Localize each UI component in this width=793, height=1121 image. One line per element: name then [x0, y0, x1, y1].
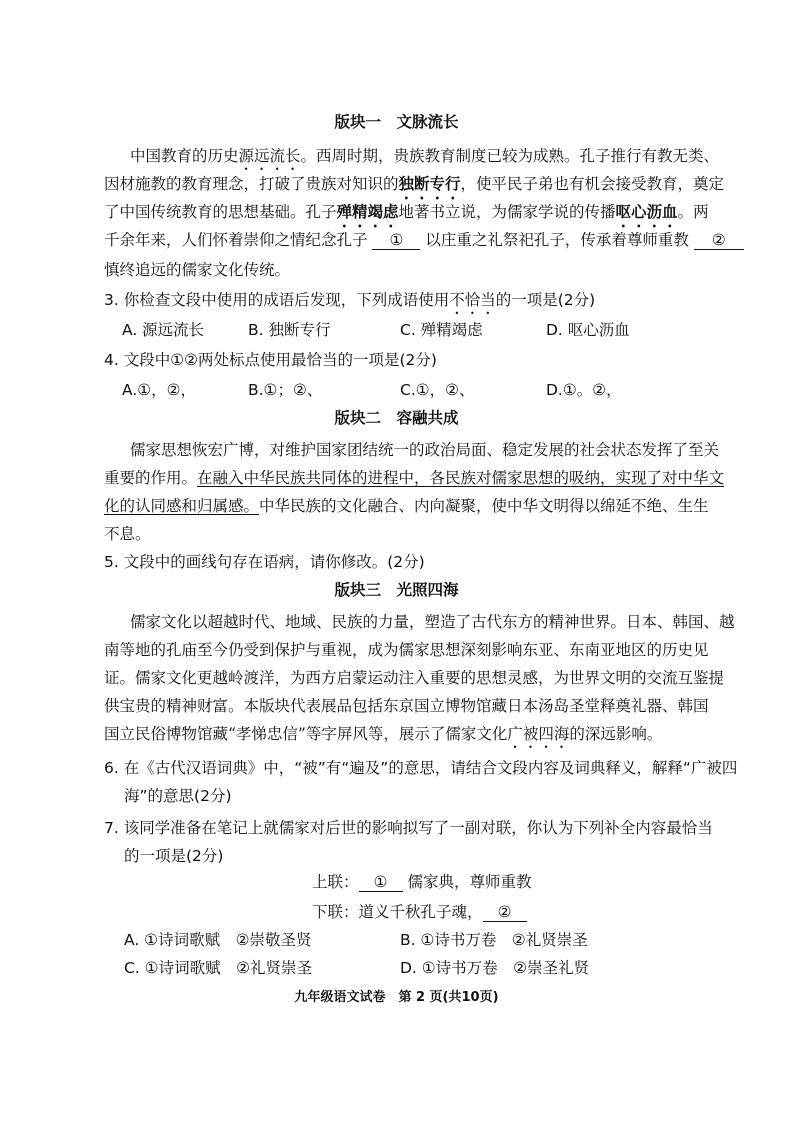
question-4-stem: 4. 文段中①②两处标点使用最恰当的一项是(2分) — [104, 351, 437, 369]
section3-paragraph-line3: 证。儒家文化更越岭渡洋，为西方启蒙运动注入重要的思想灵感，为世界文明的交流互鉴提 — [104, 669, 725, 687]
idiom-ouxinlixue: 呕心沥血 — [615, 202, 678, 221]
section2-paragraph-line4: 不息。 — [104, 525, 151, 543]
underlined-sentence: 在融入中华民族共同体的进程中，各民族对儒家思想的吸纳，实现了对中华文 — [197, 469, 725, 487]
section3-title: 版块三 光照四海 — [334, 581, 459, 599]
section3-paragraph-line4: 供宝贵的精神财富。本版块代表展品包括东京国立博物馆藏日本汤岛圣堂释奠礼器、韩国 — [104, 697, 709, 715]
q4-option-d[interactable]: D.①。②， — [546, 381, 622, 399]
section2-paragraph-line2 — [104, 468, 725, 488]
text-run: 中国教育的历史 — [130, 147, 239, 165]
couplet-lower-blank: ② — [483, 903, 527, 922]
question-5-stem: 5. 文段中的画线句存在语病，请你修改。(2分) — [104, 553, 425, 571]
text-run: 的一项是(2分) — [495, 291, 596, 309]
section3-paragraph-line5 — [104, 724, 689, 752]
idiom-duduanzhuanxing: 独断专行 — [398, 174, 461, 193]
section3-paragraph-line2: 南等地的孔庙至今仍受到保护与重视，成为儒家思想深刻影响东亚、东南亚地区的历史见 — [104, 641, 709, 659]
section1-paragraph-line2 — [104, 174, 725, 203]
emphasis-guangbeisihai: 广被四海 — [507, 725, 570, 743]
question-7-line2: 的一项是(2分) — [124, 847, 224, 865]
couplet-upper-text: 儒家典，尊师重教 — [407, 873, 532, 891]
couplet-upper — [312, 872, 612, 892]
section1-paragraph-line5: 慎终追远的儒家文化传统。 — [104, 261, 291, 279]
section2-paragraph-line3 — [104, 496, 709, 516]
couplet-lower — [312, 902, 612, 922]
section1-paragraph-line3 — [104, 202, 709, 231]
text-run: ，使平民子弟也有机会接受教育，奠定 — [460, 175, 725, 193]
text-run: 地著书立说，为儒家学说的传播 — [398, 203, 616, 221]
q4-option-c[interactable]: C.①，②、 — [400, 381, 475, 399]
section3-paragraph-line1: 儒家文化以超越时代、地域、民族的力量，塑造了古代东方的精神世界。日本、韩国、越 — [130, 613, 735, 631]
question-7-line1: 7. 该同学准备在笔记上就儒家对后世的影响拟写了一副对联，你认为下列补全内容最恰当 — [104, 819, 713, 837]
q3-option-a[interactable]: A. 源远流长 — [122, 321, 205, 339]
emphasis-bu-qiadang: 不恰当 — [449, 291, 496, 309]
q3-option-d[interactable]: D. 呕心沥血 — [546, 321, 630, 339]
text-run: 了中国传统教育的思想基础。孔子 — [104, 203, 337, 221]
text-run: 重要的作用。 — [104, 469, 198, 487]
text-run: 国立民俗博物馆藏“孝悌忠信”等字屏风等，展示了儒家文化 — [104, 725, 508, 743]
q7-option-a[interactable]: A. ①诗词歌赋 ②崇敬圣贤 — [124, 931, 312, 949]
question-6-line1: 6. 在《古代汉语词典》中，“被”有“遍及”的意思，请结合文段内容及词典释义，解释“广被四 — [104, 759, 738, 777]
q3-option-c[interactable]: C. 殚精竭虑 — [400, 321, 483, 339]
section2-title: 版块二 容融共成 — [334, 409, 459, 427]
couplet-upper-label: 上联： — [312, 873, 359, 891]
q4-option-a[interactable]: A.①，②， — [122, 381, 197, 399]
q3-option-b[interactable]: B. 独断专行 — [248, 321, 331, 339]
text-run: 3. 你检查文段中使用的成语后发现，下列成语使用 — [104, 291, 450, 309]
section1-paragraph-line4 — [104, 230, 726, 250]
question-6-line2: 海”的意思(2分) — [124, 787, 232, 805]
text-run: 。两 — [677, 203, 709, 221]
text-run: 以庄重之礼祭祀孔子，传承着尊师重教 — [425, 231, 689, 249]
couplet-upper-blank: ① — [359, 873, 403, 892]
couplet-lower-label: 下联：道义千秋孔子魂， — [312, 903, 483, 921]
idiom-danjingjielv: 殚精竭虑 — [336, 202, 399, 221]
question-3-stem — [104, 290, 689, 318]
text-run: 千余年来，人们怀着崇仰之情纪念孔子 — [104, 231, 368, 249]
text-run: 。西周时期，贵族教育制度已较为成熟。孔子推行有教无类、 — [300, 147, 720, 165]
text-run: 中华民族的文化融合、内向凝聚，使中华文明得以绵延不绝、生生 — [259, 497, 709, 515]
q4-option-b[interactable]: B.①；②、 — [248, 381, 323, 399]
q7-option-d[interactable]: D. ①诗书万卷 ②崇圣礼贤 — [400, 959, 590, 977]
section1-paragraph-line1 — [130, 146, 720, 174]
blank-2: ② — [694, 231, 744, 250]
idiom-yuanyuanliuchang: 源远流长 — [238, 147, 301, 165]
page-footer: 九年级语文试卷 第 2 页(共10页) — [294, 990, 499, 1005]
q7-option-c[interactable]: C. ①诗词歌赋 ②礼贤崇圣 — [124, 959, 312, 977]
underlined-sentence: 化的认同感和归属感。 — [104, 497, 260, 515]
text-run: 的深远影响。 — [569, 725, 663, 743]
text-run: 因材施教的教育理念，打破了贵族对知识的 — [104, 175, 399, 193]
blank-1: ① — [372, 231, 420, 250]
q7-option-b[interactable]: B. ①诗书万卷 ②礼贤崇圣 — [400, 931, 588, 949]
section2-paragraph-line1: 儒家思想恢宏广博，对维护国家团结统一的政治局面、稳定发展的社会状态发挥了至关 — [130, 441, 720, 459]
section1-title: 版块一 文脉流长 — [334, 113, 459, 131]
